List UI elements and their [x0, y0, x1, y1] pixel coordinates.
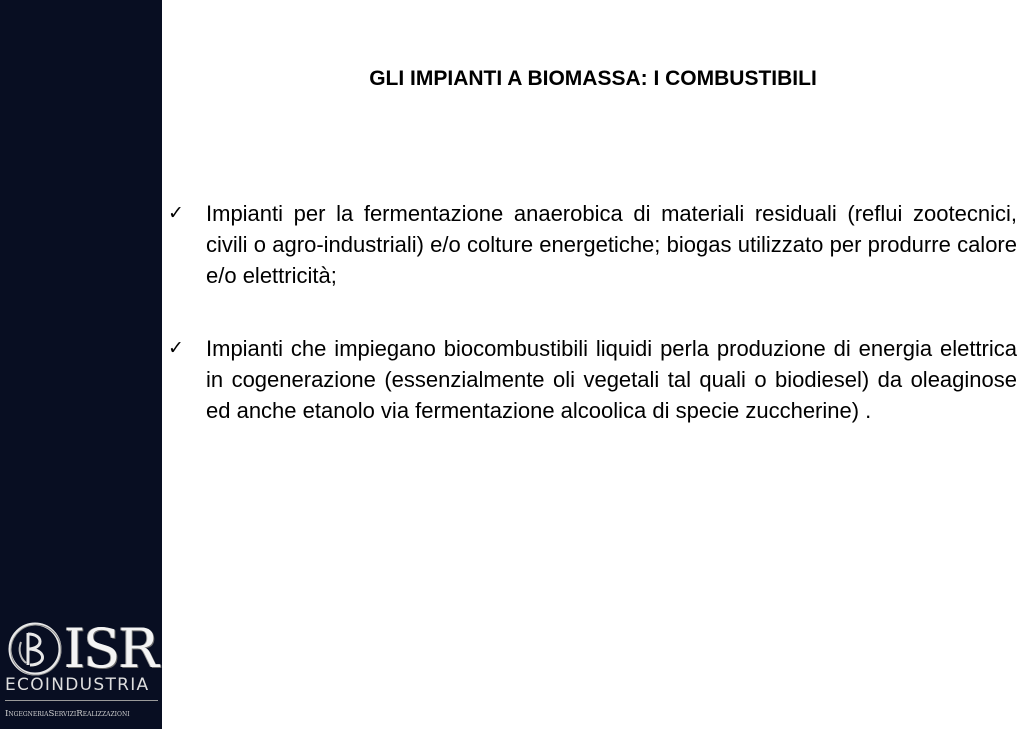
logo-brand: ISR: [64, 617, 157, 680]
logo-monogram-icon: [6, 620, 64, 678]
logo-divider: [5, 700, 158, 701]
slide-title: GLI IMPIANTI A BIOMASSA: I COMBUSTIBILI: [369, 67, 817, 90]
checkmark-icon: ✓: [168, 202, 184, 224]
logo-subtitle: ECOINDUSTRIA: [5, 675, 150, 695]
bullet-text: Impianti che impiegano biocombustibili liquidi perla produzione di energia elettrica in cogenerazione (essenzialmente oli vegetali tal quali o biodiesel) da oleaginose ed anche etanolo via fermentazione alcoolica di specie zuccherine) .: [206, 336, 1017, 423]
logo-tagline: IngegneriaServiziRealizzazioni: [5, 709, 130, 719]
sidebar-panel: [0, 0, 162, 729]
checkmark-icon: ✓: [168, 337, 184, 359]
bullet-text: Impianti per la fermentazione anaerobica di materiali residuali (reflui zootecnici, civili o agro-industriali) e/o colture energetiche; biogas utilizzato per produrre calore e/o elettricità;: [206, 201, 1017, 288]
isr-ecoindustria-logo: [2, 612, 160, 727]
